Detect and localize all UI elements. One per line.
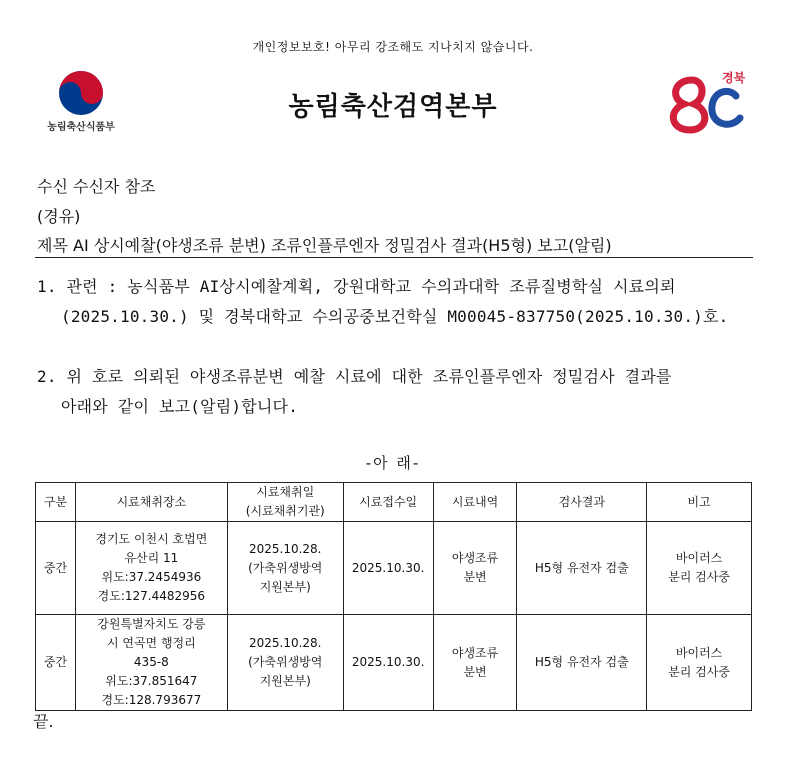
gyeongbuk-80-emblem-icon <box>664 66 752 136</box>
cell-location <box>75 615 227 711</box>
paragraph-1-line-2: (2025.10.30.) 및 경북대학교 수의공중보건학실 M00045-837750(2025.10.30.)호. <box>61 307 729 326</box>
collected-date: 2025.10.28. <box>248 636 322 650</box>
gyeongbuk-80-logo <box>664 66 752 136</box>
header-result: 검사결과 <box>517 483 647 522</box>
cell-result: H5형 유전자 검출 <box>517 615 647 711</box>
subject-divider <box>35 257 753 258</box>
cell-collected <box>227 615 343 711</box>
location-line: 경기도 이천시 호법면 <box>95 532 208 546</box>
latitude: 위도:37.851647 <box>105 674 198 688</box>
header-collected: 시료채취일 (시료채취기관) <box>227 483 343 522</box>
cell-type: 중간 <box>36 522 76 615</box>
header-remark: 비고 <box>647 483 752 522</box>
location-line: 강원특별자치도 강릉 <box>97 617 206 631</box>
header-sample: 시료내역 <box>433 483 517 522</box>
collected-agency: (가축위생방역 <box>248 560 323 575</box>
location-line: 435-8 <box>133 655 169 669</box>
subject-line: 제목 AI 상시예찰(야생조류 분변) 조류인플루엔자 정밀검사 결과(H5형) 보고(알림) <box>37 236 612 255</box>
longitude: 경도:128.793677 <box>101 693 202 707</box>
paragraph-1 <box>37 272 757 332</box>
recipient-line: 수신 수신자 참조 <box>37 177 156 196</box>
sample-line: 야생조류 <box>451 645 499 660</box>
cell-remark <box>647 522 752 615</box>
sample-line: 야생조류 <box>451 551 499 565</box>
remark-line: 분리 검사중 <box>668 664 730 679</box>
remark-line: 바이러스 <box>675 645 723 660</box>
privacy-notice: 개인정보보호! 아무리 강조해도 지나치지 않습니다. <box>252 40 534 54</box>
collected-date: 2025.10.28. <box>248 541 322 556</box>
header-received: 시료접수일 <box>343 483 433 522</box>
end-mark: 끝. <box>33 712 54 731</box>
paragraph-2-line-2: 아래와 같이 보고(알림)합니다. <box>61 397 299 416</box>
paragraph-2 <box>37 362 757 422</box>
table-row <box>36 615 752 711</box>
cell-sample <box>433 615 517 711</box>
results-table <box>35 482 752 711</box>
longitude: 경도:127.4482956 <box>97 589 206 603</box>
location-line: 시 연곡면 행정리 <box>106 636 196 650</box>
gyeongbuk-logo-text: 경북 <box>722 71 746 85</box>
cell-remark <box>647 615 752 711</box>
remark-line: 분리 검사중 <box>668 570 730 584</box>
cell-location <box>75 522 227 615</box>
agency-title: 농림축산검역본부 <box>288 92 498 122</box>
header-location: 시료채취장소 <box>75 483 227 522</box>
sample-line: 분변 <box>463 664 487 679</box>
collected-agency: 지원본부) <box>259 674 311 688</box>
table-header-row <box>36 483 752 522</box>
below-heading: -아 래- <box>365 454 421 472</box>
latitude: 위도:37.2454936 <box>101 570 202 584</box>
cell-received: 2025.10.30. <box>343 615 433 711</box>
remark-line: 바이러스 <box>675 551 723 565</box>
table-row <box>36 522 752 615</box>
sample-line: 분변 <box>463 570 487 584</box>
cell-received: 2025.10.30. <box>343 522 433 615</box>
cell-collected <box>227 522 343 615</box>
collected-agency: 지원본부) <box>259 579 311 594</box>
cell-result: H5형 유전자 검출 <box>517 522 647 615</box>
paragraph-1-line-1: 1. 관련 : 농식품부 AI상시예찰계획, 강원대학교 수의과대학 조류질병학실 시료의뢰 <box>37 277 676 296</box>
via-line: (경유) <box>37 207 81 226</box>
collected-agency: (가축위생방역 <box>248 655 323 669</box>
ministry-logo-text: 농림축산식품부 <box>47 122 115 133</box>
paragraph-2-line-1: 2. 위 호로 의뢰된 야생조류분변 예찰 시료에 대한 조류인플루엔자 정밀검사 결과를 <box>37 367 672 386</box>
header-type: 구분 <box>36 483 76 522</box>
cell-type: 중간 <box>36 615 76 711</box>
location-line: 유산리 11 <box>124 551 179 565</box>
cell-sample <box>433 522 517 615</box>
